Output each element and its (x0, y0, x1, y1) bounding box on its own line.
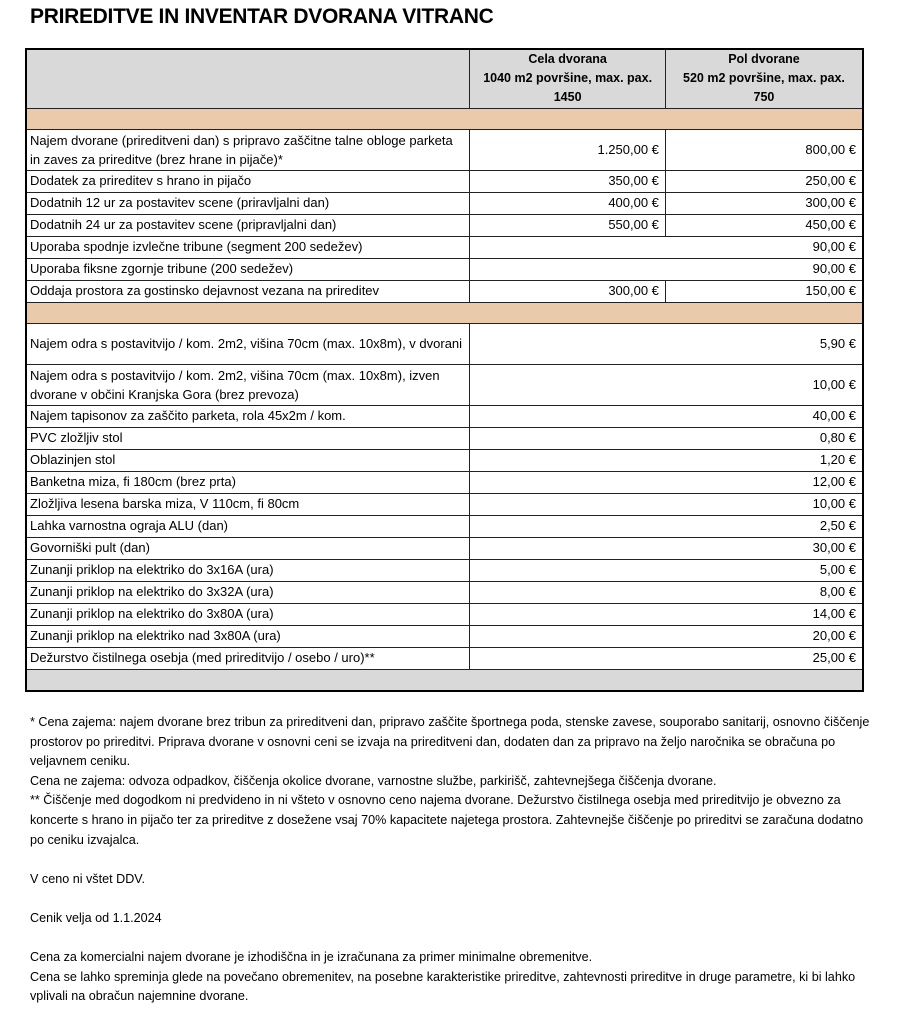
note-commercial-1: Cena za komercialni najem dvorane je izhodiščna in je izračunana za primer minimalne obremenitve. (30, 950, 593, 965)
table-row (26, 280, 863, 302)
price-merged: 8,00 € (470, 581, 863, 603)
item-label: Dodatnih 12 ur za postavitev scene (priravljalni dan) (26, 192, 470, 214)
table-row (26, 192, 863, 214)
price-pol: 150,00 € (665, 280, 863, 302)
item-label: Dežurstvo čistilnega osebja (med prireditvijo / osebo / uro)** (26, 647, 470, 669)
price-merged: 10,00 € (470, 364, 863, 405)
item-label: Zunanji priklop na elektriko do 3x32A (ura) (26, 581, 470, 603)
header-item-column (26, 49, 470, 108)
price-merged: 40,00 € (470, 405, 863, 427)
table-header-row (26, 49, 863, 108)
item-label: Oblazinjen stol (26, 449, 470, 471)
note-excluded: Cena ne zajema: odvoza odpadkov, čiščenja okolice dvorane, varnostne službe, parkirišč, zahtevnejšega čiščenja dvorane. (30, 773, 717, 788)
price-cela: 400,00 € (470, 192, 666, 214)
note-star2: ** Čiščenje med dogodkom ni predvideno in ni všteto v osnovno ceno najema dvorane. Dežurstvo čistilnega osebja med prireditvijo je obvezno za koncerte s hrano in pijačo ter za prireditve z dosežene vsaj 70% kapacitete najetega prostora. Zahtevnejše čiščenje po prireditvi se zaračuna dodatno po ceniku izvajalca. (30, 793, 864, 847)
header-cela-dvorana (470, 49, 666, 108)
header-cela-area: 1040 m2 površine, max. pax. (483, 71, 653, 86)
item-label: Lahka varnostna ograja ALU (dan) (26, 515, 470, 537)
item-label: Najem dvorane (prireditveni dan) s pripravo zaščitne talne obloge parketa in zaves za prireditve (brez hrane in pijače)* (26, 129, 470, 170)
section-band-hall (26, 108, 863, 129)
table-row (26, 559, 863, 581)
item-label: Banketna miza, fi 180cm (brez prta) (26, 471, 470, 493)
table-row (26, 170, 863, 192)
note-vat: V ceno ni vštet DDV. (30, 871, 146, 886)
table-row (26, 405, 863, 427)
price-table (25, 48, 864, 692)
table-row (26, 603, 863, 625)
table-row (26, 449, 863, 471)
item-label: Najem odra s postavitvijo / kom. 2m2, višina 70cm (max. 10x8m), v dvorani (26, 323, 470, 364)
table-row (26, 323, 863, 364)
price-merged: 30,00 € (470, 537, 863, 559)
price-merged: 20,00 € (470, 625, 863, 647)
note-valid-from: Cenik velja od 1.1.2024 (30, 910, 162, 925)
table-row (26, 537, 863, 559)
price-merged: 5,90 € (470, 323, 863, 364)
item-label: Najem tapisonov za zaščito parketa, rola 45x2m / kom. (26, 405, 470, 427)
item-label: PVC zložljiv stol (26, 427, 470, 449)
item-label: Zunanji priklop na elektriko nad 3x80A (ura) (26, 625, 470, 647)
price-cela: 1.250,00 € (470, 129, 666, 170)
price-cela: 300,00 € (470, 280, 666, 302)
header-cela-pax: 1450 (553, 90, 582, 105)
section-band-inventory (26, 302, 863, 323)
table-row (26, 129, 863, 170)
table-row (26, 214, 863, 236)
table-row (26, 427, 863, 449)
price-merged: 0,80 € (470, 427, 863, 449)
price-pol: 250,00 € (665, 170, 863, 192)
table-row (26, 515, 863, 537)
table-row (26, 493, 863, 515)
price-pol: 800,00 € (665, 129, 863, 170)
note-star1: * Cena zajema: najem dvorane brez tribun za prireditveni dan, pripravo zaščite športnega poda, stenske zavese, souporabo sanitarij, osnovno čiščenje prostorov po prireditvi. Priprava dvorane v osnovni ceni se izvaja na prireditveni dan, dodaten dan za pripravo na željo naročnika se obračuna po veljavnem ceniku. (30, 715, 870, 769)
price-merged: 5,00 € (470, 559, 863, 581)
item-label: Zunanji priklop na elektriko do 3x80A (ura) (26, 603, 470, 625)
header-pol-title: Pol dvorane (728, 52, 800, 67)
table-row (26, 625, 863, 647)
price-merged: 12,00 € (470, 471, 863, 493)
price-merged: 2,50 € (470, 515, 863, 537)
price-merged: 14,00 € (470, 603, 863, 625)
price-merged: 90,00 € (470, 258, 863, 280)
price-merged: 10,00 € (470, 493, 863, 515)
header-pol-area: 520 m2 površine, max. pax. (683, 71, 845, 86)
table-footer-band (26, 669, 863, 691)
header-pol-pax: 750 (753, 90, 775, 105)
item-label: Dodatek za prireditev s hrano in pijačo (26, 170, 470, 192)
table-row (26, 647, 863, 669)
item-label: Dodatnih 24 ur za postavitev scene (pripravljalni dan) (26, 214, 470, 236)
price-cela: 550,00 € (470, 214, 666, 236)
header-pol-dvorane (665, 49, 863, 108)
table-row (26, 236, 863, 258)
price-cela: 350,00 € (470, 170, 666, 192)
price-merged: 25,00 € (470, 647, 863, 669)
table-row (26, 471, 863, 493)
price-pol: 300,00 € (665, 192, 863, 214)
item-label: Govorniški pult (dan) (26, 537, 470, 559)
note-commercial-2: Cena se lahko spreminja glede na povečano obremenitev, na posebne karakteristike prireditve, zahtevnosti prireditve in druge parametre, ki bi lahko vplivali na obračun najemnine dvorane. (30, 969, 856, 1004)
price-merged: 90,00 € (470, 236, 863, 258)
table-row (26, 258, 863, 280)
item-label: Oddaja prostora za gostinsko dejavnost vezana na prireditev (26, 280, 470, 302)
table-row (26, 581, 863, 603)
item-label: Uporaba fiksne zgornje tribune (200 sedežev) (26, 258, 470, 280)
item-label: Najem odra s postavitvijo / kom. 2m2, višina 70cm (max. 10x8m), izven dvorane v občini Kranjska Gora (brez prevoza) (26, 364, 470, 405)
price-merged: 1,20 € (470, 449, 863, 471)
item-label: Zunanji priklop na elektriko do 3x16A (ura) (26, 559, 470, 581)
page-title: PRIREDITVE IN INVENTAR DVORANA VITRANC (30, 5, 494, 28)
item-label: Uporaba spodnje izvlečne tribune (segment 200 sedežev) (26, 236, 470, 258)
price-pol: 450,00 € (665, 214, 863, 236)
table-row (26, 364, 863, 405)
header-cela-title: Cela dvorana (528, 52, 607, 67)
item-label: Zložljiva lesena barska miza, V 110cm, fi 80cm (26, 493, 470, 515)
footnotes (30, 713, 875, 1007)
